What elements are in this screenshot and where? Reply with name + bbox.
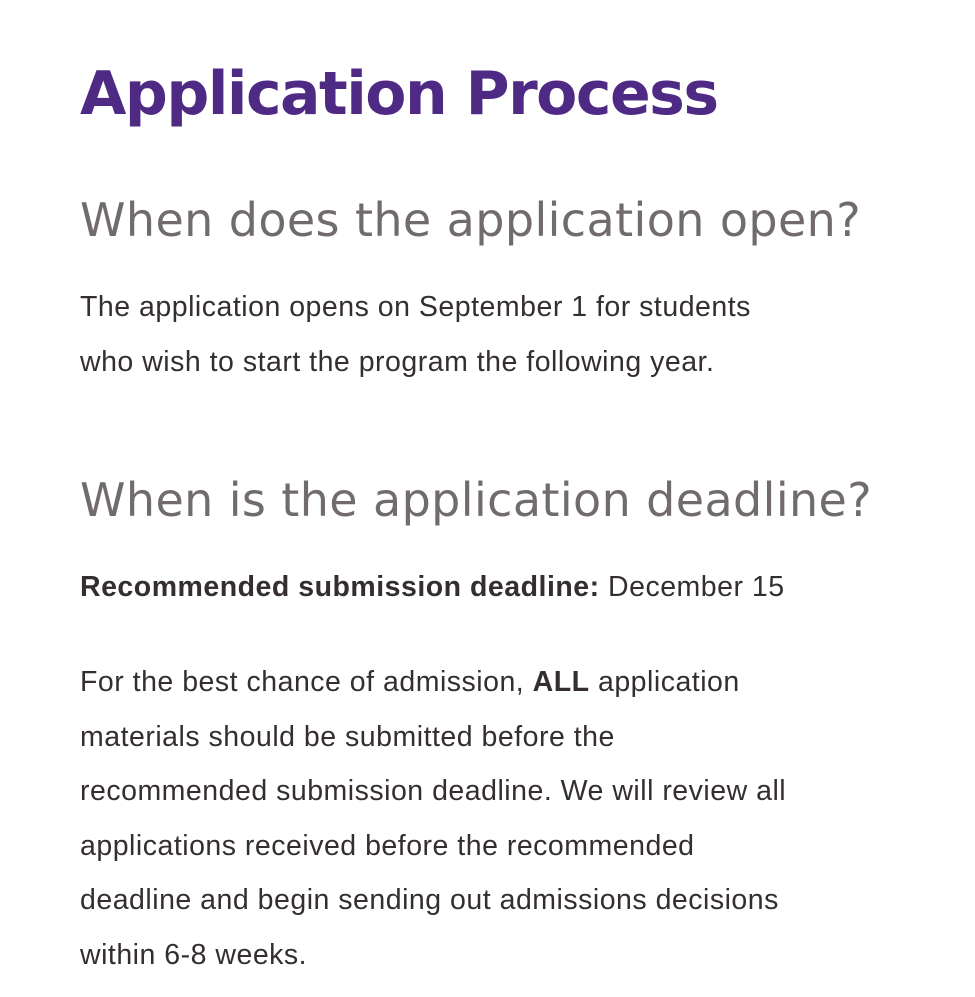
best-chance-text-line-5: deadline and begin sending out admissions decisions xyxy=(80,884,779,916)
best-chance-text-line-2: materials should be submitted before the xyxy=(80,720,615,753)
best-chance-text-line-6: within 6-8 weeks. xyxy=(80,938,308,971)
recommended-deadline-paragraph xyxy=(80,560,890,615)
recommended-deadline-date: December 15 xyxy=(599,571,785,603)
application-open-line-2: who wish to start the program the following year. xyxy=(80,345,715,378)
best-chance-text-line-3: recommended submission deadline. We will review all xyxy=(80,775,787,807)
recommended-deadline-label: Recommended submission deadline: xyxy=(80,571,600,603)
best-chance-text-intro: For the best chance of admission, xyxy=(80,666,533,698)
best-chance-paragraph xyxy=(80,655,890,982)
application-open-paragraph xyxy=(80,280,890,389)
page-title: Application Process xyxy=(80,59,718,129)
section-heading-application-deadline: When is the application deadline? xyxy=(80,473,873,527)
best-chance-text-line-4: applications received before the recommended xyxy=(80,829,695,862)
best-chance-emphasis: ALL xyxy=(532,666,590,698)
best-chance-text-line-1-rest: application xyxy=(589,666,740,698)
application-open-line-1: The application opens on September 1 for students xyxy=(80,291,751,323)
section-heading-application-open: When does the application open? xyxy=(80,193,862,247)
